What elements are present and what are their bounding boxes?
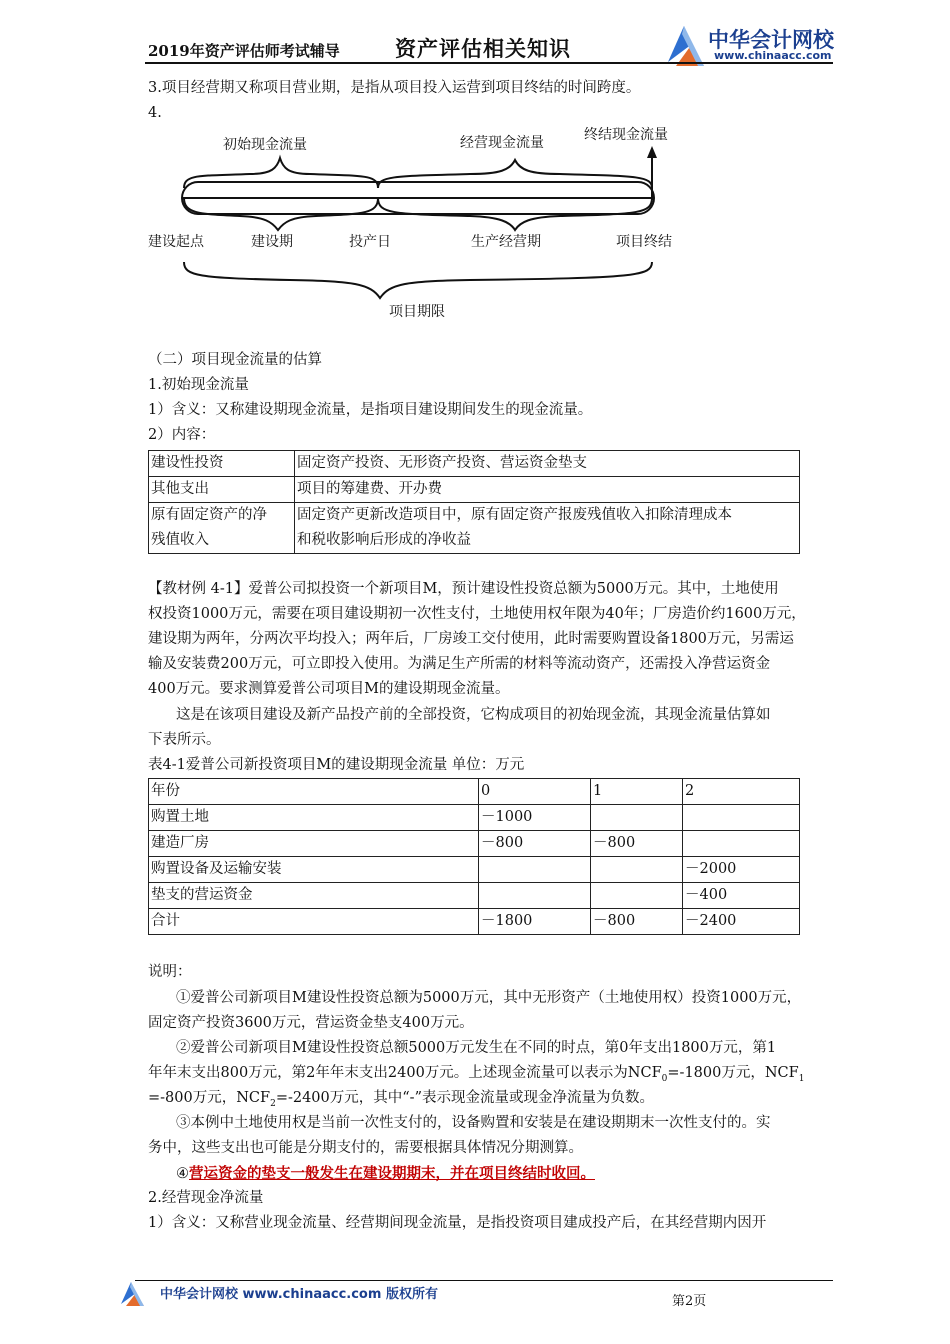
table-cell — [295, 503, 800, 554]
brace-project-term — [184, 262, 652, 298]
header-divider — [145, 62, 833, 64]
table-cell: 建设性投资 — [149, 451, 295, 477]
table-cell: －1000 — [479, 805, 591, 831]
table-cell: －800 — [591, 909, 683, 935]
example-line: 建设期为两年，分两次平均投入；两年后，厂房竣工交付使用，此时需要购置设备1800万元，另需运 — [148, 631, 794, 647]
table-cell — [479, 857, 591, 883]
label-project-term: 项目期限 — [389, 304, 445, 320]
label-construction-period: 建设期 — [251, 234, 293, 250]
note-3-line: ③本例中土地使用权是当前一次性支付的，设备购置和安装是在建设期期末一次性支付的。实 — [176, 1115, 771, 1131]
page-number: 第2页 — [672, 1294, 707, 1309]
label-terminal-cash-flow: 终结现金流量 — [584, 127, 668, 143]
table-row — [149, 477, 800, 503]
table-caption: 表4-1爱普公司新投资项目M的建设期现金流量 单位：万元 — [148, 757, 525, 773]
cell-line: 残值收入 — [151, 532, 209, 548]
table-cell: －800 — [591, 831, 683, 857]
project-timeline-diagram — [140, 118, 680, 328]
header-subject-title: 资产评估相关知识 — [395, 36, 571, 61]
subsection-operating: 2.经营现金净流量 — [148, 1190, 264, 1206]
table-cell: －2400 — [683, 909, 800, 935]
table-header-cell: 2 — [683, 779, 800, 805]
table-cell: －400 — [683, 883, 800, 909]
table-row — [149, 805, 800, 831]
subscript: 1 — [798, 1073, 805, 1084]
cash-flow-table — [148, 778, 800, 935]
subsection-initial: 1.初始现金流量 — [148, 377, 249, 393]
table-row — [149, 831, 800, 857]
table-cell: 项目的筹建费、开办费 — [295, 477, 800, 503]
table-header-cell: 0 — [479, 779, 591, 805]
note-text: ④ — [176, 1166, 189, 1182]
table-cell: －1800 — [479, 909, 591, 935]
table-row — [149, 909, 800, 935]
example-para2-line: 下表所示。 — [148, 732, 221, 748]
example-para2-line: 这是在该项目建设及新产品投产前的全部投资，它构成项目的初始现金流，其现金流量估算如 — [176, 707, 771, 723]
header-exam-title: 2019年资产评估师考试辅导 — [148, 42, 340, 60]
paragraph-3: 3.项目经营期又称项目营业期，是指从项目投入运营到项目终结的时间跨度。 — [148, 80, 641, 96]
note-1-line: 固定资产投资3600万元，营运资金垫支400万元。 — [148, 1015, 474, 1031]
label-initial-cash-flow: 初始现金流量 — [223, 137, 307, 153]
table-cell: －800 — [479, 831, 591, 857]
table-header-row — [149, 779, 800, 805]
highlighted-note: 营运资金的垫支一般发生在建设期期末，并在项目终结时收回。 — [189, 1165, 595, 1182]
table-row — [149, 503, 800, 554]
footer-copyright: 中华会计网校 www.chinaacc.com 版权所有 — [160, 1287, 438, 1302]
table-cell: 购置土地 — [149, 805, 479, 831]
example-line: 权投资1000万元，需要在项目建设期初一次性支付，土地使用权年限为40年；厂房造价约1600万元， — [148, 606, 806, 622]
example-line: 400万元。要求测算爱普公司项目M的建设期现金流量。 — [148, 681, 510, 697]
table-cell: 合计 — [149, 909, 479, 935]
table-cell: 建造厂房 — [149, 831, 479, 857]
label-operating-cash-flow: 经营现金流量 — [460, 135, 544, 151]
example-line: 【教材例 4-1】爱普公司拟投资一个新项目M，预计建设性投资总额为5000万元。其中，土地使用 — [148, 581, 779, 597]
table-row — [149, 883, 800, 909]
note-text: =-800万元，NCF — [148, 1090, 271, 1106]
terminal-arrow-head — [647, 146, 657, 158]
note-4-line — [176, 1161, 595, 1187]
note-text: =-2400万元，其中“-”表示现金流量或现金净流量为负数。 — [275, 1090, 654, 1106]
section-title: （二）项目现金流量的估算 — [148, 352, 322, 368]
table-header-cell: 年份 — [149, 779, 479, 805]
logo-name: 中华会计网校 — [708, 28, 834, 52]
cell-line: 固定资产更新改造项目中，原有固定资产报废残值收入扣除清理成本 — [297, 507, 732, 523]
note-3-line: 务中，这些支出也可能是分期支付的，需要根据具体情况分期测算。 — [148, 1140, 583, 1156]
note-2-line: ②爱普公司新项目M建设性投资总额5000万元发生在不同的时点，第0年支出1800万元，第1 — [176, 1040, 777, 1056]
label-construction-start: 建设起点 — [148, 234, 204, 250]
note-text: 年年末支出800万元，第2年年末支出2400万元。上述现金流量可以表示为NCF — [148, 1065, 662, 1081]
table-cell — [683, 805, 800, 831]
operating-definition: 1）含义：又称营业现金流量、经营期间现金流量，是指投资项目建成投产后，在其经营期内因开 — [148, 1215, 767, 1231]
table-cell: 固定资产投资、无形资产投资、营运资金垫支 — [295, 451, 800, 477]
table-cell: 其他支出 — [149, 477, 295, 503]
cell-line: 和税收影响后形成的净收益 — [297, 532, 471, 548]
initial-definition: 1）含义：又称建设期现金流量，是指项目建设期间发生的现金流量。 — [148, 402, 593, 418]
brace-operating — [378, 160, 652, 188]
label-operating-period: 生产经营期 — [471, 234, 541, 250]
label-project-end: 项目终结 — [616, 234, 672, 250]
table-row — [149, 451, 800, 477]
subscript: 0 — [661, 1073, 668, 1084]
table-cell — [591, 883, 683, 909]
subscript: 2 — [270, 1098, 276, 1109]
table-cell — [479, 883, 591, 909]
table-header-cell: 1 — [591, 779, 683, 805]
example-line: 输及安装费200万元，可立即投入使用。为满足生产所需的材料等流动资产，还需投入净营运资金 — [148, 656, 771, 672]
table-cell — [591, 805, 683, 831]
content-table — [148, 450, 800, 554]
table-cell: －2000 — [683, 857, 800, 883]
table-cell — [683, 831, 800, 857]
logo-url: www.chinaacc.com — [714, 49, 832, 62]
paragraph-4: 4. — [148, 105, 162, 121]
note-text: =-1800万元，NCF — [667, 1065, 799, 1081]
note-1-line: ①爱普公司新项目M建设性投资总额为5000万元，其中无形资产（土地使用权）投资1000万元， — [176, 990, 802, 1006]
initial-contents-label: 2）内容： — [148, 427, 216, 443]
table-cell — [591, 857, 683, 883]
label-production-date: 投产日 — [349, 234, 391, 250]
table-cell: 垫支的营运资金 — [149, 883, 479, 909]
footer-logo-icon — [117, 1278, 157, 1308]
table-cell: 购置设备及运输安装 — [149, 857, 479, 883]
footer-divider — [135, 1280, 833, 1281]
notes-title: 说明： — [148, 964, 192, 980]
cell-line: 原有固定资产的净 — [151, 507, 267, 523]
table-row — [149, 857, 800, 883]
brace-initial — [184, 158, 378, 188]
table-cell — [149, 503, 295, 554]
